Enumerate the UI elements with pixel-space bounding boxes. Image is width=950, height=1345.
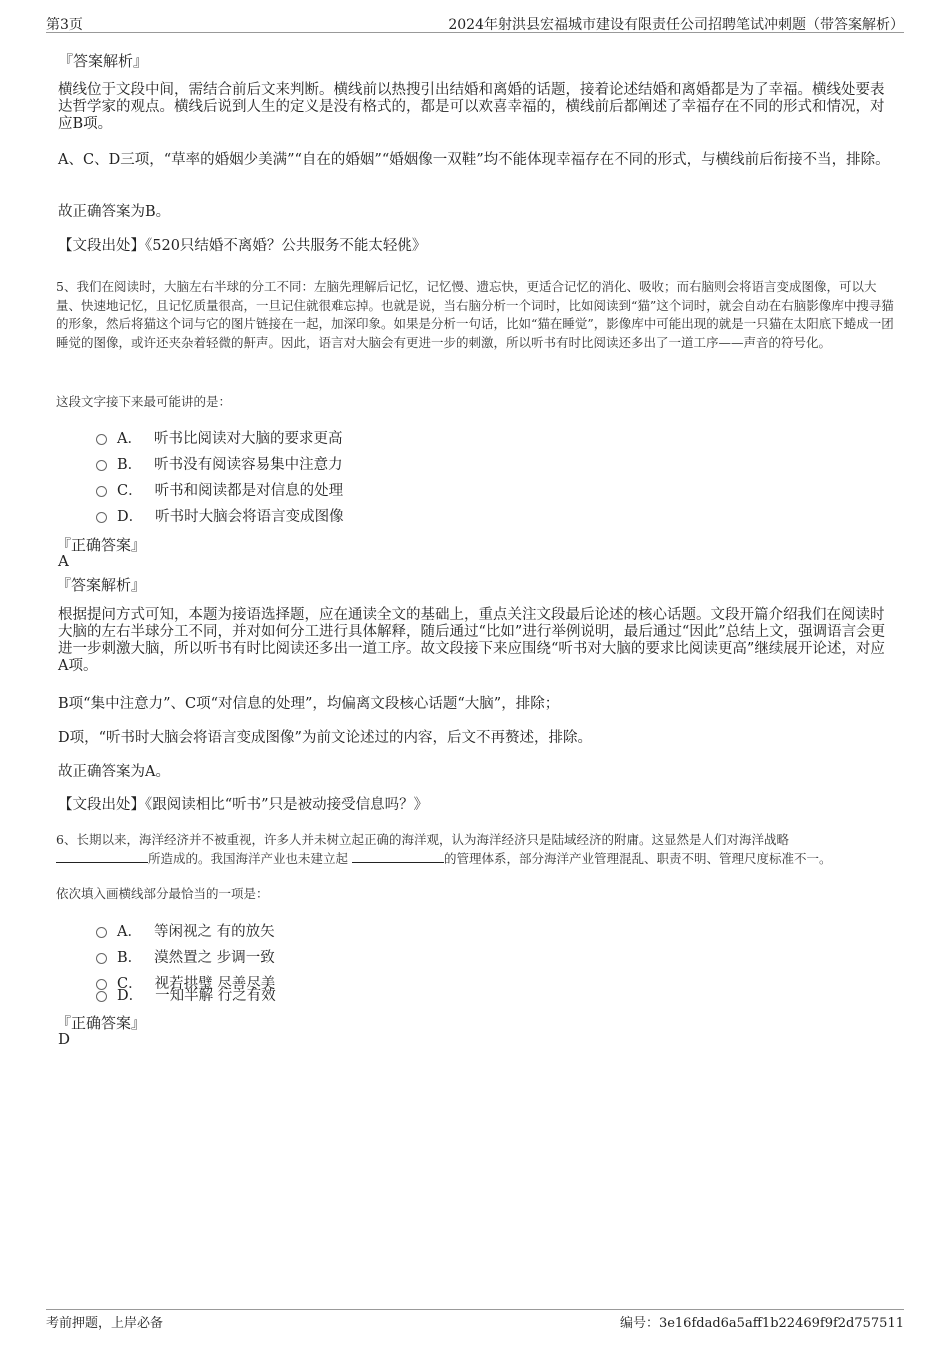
- option-d[interactable]: [96, 505, 344, 526]
- question-stem: 5、我们在阅读时，大脑左右半球的分工不同：左脑先理解后记忆，记忆慢、遗忘快，更适合记忆的消化、吸收；而右脑则会将语言变成图像，可以大量、快速地记忆，且记忆质量很高，一旦记住就很难忘掉。也就是说，当右脑分析一个词时，比如阅读到“猫”这个词时，就会自动在右脑影像库中搜寻猫的形象，然后将猫这个词与它的图片链接在一起，加深印象。如果是分析一句话，比如“猫在睡觉”，影像库中可能出现的就是一只猫在太阳底下蜷成一团睡觉的图像，或许还夹杂着轻微的鼾声。因此，语言对大脑会有更进一步的刺激，所以听书有时比阅读还多出了一道工序——声音的符号化。: [56, 279, 894, 350]
- source-note: 【文段出处】《跟阅读相比“听书”只是被动接受信息吗？》: [58, 797, 429, 813]
- option-letter: D．: [117, 988, 144, 1004]
- analysis-label: 『答案解析』: [58, 52, 149, 70]
- analysis-paragraph: A、C、D三项，“草率的婚姻少美满”“自在的婚姻”“婚姻像一双鞋”均不能体现幸福存在不同的形式，与横线前后衔接不当，排除。: [58, 152, 890, 168]
- blank-underline: [352, 850, 444, 863]
- document-title: 2024年射洪县宏福城市建设有限责任公司招聘笔试冲刺题（带答案解析）: [448, 17, 904, 33]
- option-letter: C．: [117, 976, 143, 992]
- option-text: 听书比阅读对大脑的要求更高: [153, 431, 343, 447]
- radio-icon[interactable]: [96, 991, 107, 1002]
- blank-underline: [56, 850, 148, 863]
- option-text: 漠然置之 步调一致: [154, 950, 275, 966]
- analysis-paragraph: 故正确答案为A。: [58, 764, 170, 780]
- footer-slogan: 考前押题，上岸必备: [46, 1316, 164, 1331]
- analysis-paragraph: 根据提问方式可知，本题为接语选择题，应在通读全文的基础上，重点关注文段最后论述的核心话题。文段开篇介绍我们在阅读时大脑的左右半球分工不同，并对如何分工进行具体解释，随后通过“比如”进行举例说明，最后通过“因此”总结上文，强调语言会更进一步刺激大脑，所以听书有时比阅读还多出一道工序。故文段接下来应围绕“听书对大脑的要求比阅读更高”继续展开论述，对应A项。: [58, 607, 886, 674]
- radio-icon[interactable]: [96, 434, 107, 445]
- correct-answer-label: 『正确答案』: [56, 536, 147, 554]
- correct-answer: A: [58, 552, 69, 570]
- option-letter: B．: [117, 457, 143, 473]
- option-letter: A．: [117, 924, 142, 940]
- analysis-paragraph: B项“集中注意力”、C项“对信息的处理”，均偏离文段核心话题“大脑”，排除；: [58, 696, 560, 712]
- option-a[interactable]: [96, 920, 275, 941]
- correct-answer-label: 『正确答案』: [56, 1014, 147, 1032]
- option-text: 等闲视之 有的放矢: [153, 924, 275, 940]
- page-number: 第3页: [46, 17, 83, 33]
- option-text: 听书时大脑会将语言变成图像: [155, 509, 344, 525]
- correct-answer: D: [58, 1030, 71, 1048]
- question-text: 所造成的。我国海洋产业也未建立起: [148, 850, 349, 866]
- option-a[interactable]: [96, 427, 342, 448]
- option-letter: D．: [117, 509, 144, 525]
- option-c[interactable]: [96, 479, 343, 500]
- header-divider: [46, 32, 904, 33]
- radio-icon[interactable]: [96, 953, 107, 964]
- option-b[interactable]: [96, 453, 343, 474]
- document-code: 编号：3e16fdad6a5aff1b22469f9f2d757511: [619, 1316, 904, 1331]
- question-text: 6、长期以来，海洋经济并不被重视，许多人并未树立起正确的海洋观，认为海洋经济只是陆域经济的附庸。这显然是人们对海洋战略: [56, 832, 789, 847]
- analysis-label: 『答案解析』: [56, 576, 147, 594]
- radio-icon[interactable]: [96, 486, 107, 497]
- option-text: 听书没有阅读容易集中注意力: [154, 457, 343, 473]
- option-letter: B．: [117, 950, 143, 966]
- footer-divider: [46, 1309, 904, 1310]
- question-text: 的管理体系，部分海洋产业管理混乱、职责不明、管理尺度标准不一。: [444, 850, 832, 866]
- analysis-paragraph: D项，“听书时大脑会将语言变成图像”为前文论述过的内容，后文不再赘述，排除。: [58, 730, 592, 746]
- option-text: 一知半解 行之有效: [155, 988, 276, 1004]
- option-letter: C．: [117, 483, 143, 499]
- source-note: 【文段出处】《520只结婚不离婚？公共服务不能太轻佻》: [58, 238, 427, 254]
- option-text: 听书和阅读都是对信息的处理: [154, 483, 344, 499]
- option-letter: A．: [117, 431, 142, 447]
- option-b[interactable]: [96, 946, 275, 967]
- question-stem: [56, 831, 898, 868]
- analysis-paragraph: 横线位于文段中间，需结合前后文来判断。横线前以热搜引出结婚和离婚的话题，接着论述结婚和离婚都是为了幸福。横线处要表达哲学家的观点。横线后说到人生的定义是没有格式的，都是可以欢喜幸福的，横线前后都阐述了幸福存在不同的形式和情况，对应B项。: [58, 82, 885, 132]
- analysis-paragraph: 故正确答案为B。: [58, 204, 171, 220]
- option-text: 视若拱璧 尽善尽美: [154, 976, 276, 992]
- question-prompt: 这段文字接下来最可能讲的是：: [56, 394, 232, 409]
- radio-icon[interactable]: [96, 512, 107, 523]
- radio-icon[interactable]: [96, 460, 107, 471]
- question-prompt: 依次填入画横线部分最恰当的一项是：: [56, 886, 269, 901]
- radio-icon[interactable]: [96, 927, 107, 938]
- option-d[interactable]: [96, 984, 276, 1005]
